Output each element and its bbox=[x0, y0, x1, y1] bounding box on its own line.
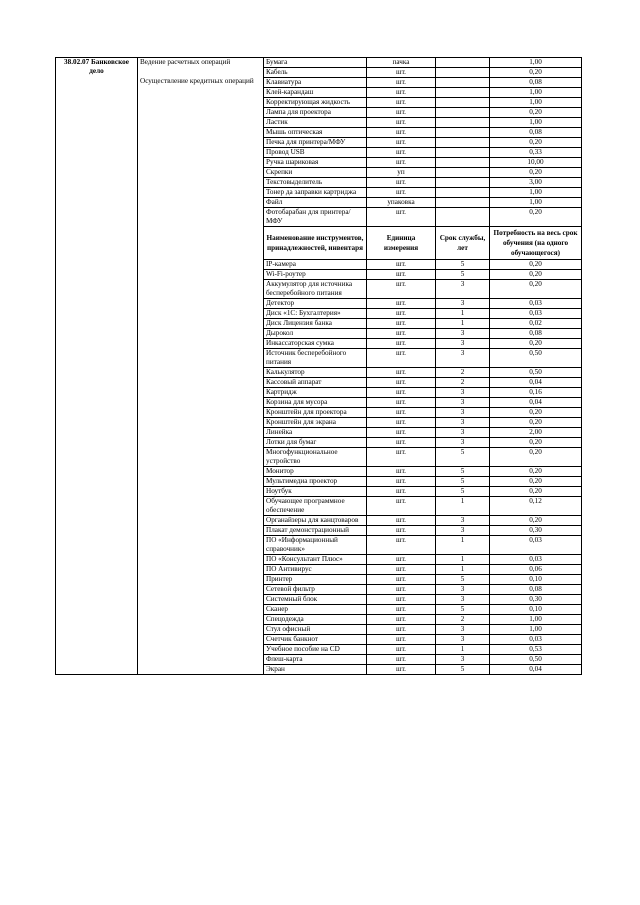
item-life: 3 bbox=[436, 299, 490, 309]
item-name: Кассовый аппарат bbox=[264, 378, 367, 388]
item-qty: 0,08 bbox=[490, 128, 582, 138]
item-name: Печка для принтера/МФУ bbox=[264, 138, 367, 148]
item-qty: 0,20 bbox=[490, 280, 582, 299]
item-name: Корзина для мусора bbox=[264, 398, 367, 408]
item-unit: шт. bbox=[367, 398, 436, 408]
item-qty: 0,30 bbox=[490, 595, 582, 605]
item-qty: 1,00 bbox=[490, 88, 582, 98]
item-name: ПО Антивирус bbox=[264, 565, 367, 575]
item-qty: 0,10 bbox=[490, 605, 582, 615]
item-qty: 0,20 bbox=[490, 168, 582, 178]
item-unit: шт. bbox=[367, 309, 436, 319]
item-unit: шт. bbox=[367, 98, 436, 108]
item-name: Провод USB bbox=[264, 148, 367, 158]
item-name: Инкассаторская сумка bbox=[264, 339, 367, 349]
item-life: 5 bbox=[436, 270, 490, 280]
item-qty: 0,03 bbox=[490, 309, 582, 319]
item-qty: 0,20 bbox=[490, 477, 582, 487]
item-life bbox=[436, 188, 490, 198]
item-unit: шт. bbox=[367, 477, 436, 487]
item-qty: 0,08 bbox=[490, 329, 582, 339]
item-life bbox=[436, 128, 490, 138]
item-qty: 0,03 bbox=[490, 555, 582, 565]
item-qty: 2,00 bbox=[490, 428, 582, 438]
item-name: Системный блок bbox=[264, 595, 367, 605]
item-qty: 0,33 bbox=[490, 148, 582, 158]
item-name: Скрепки bbox=[264, 168, 367, 178]
item-qty: 0,03 bbox=[490, 536, 582, 555]
item-name: Сканер bbox=[264, 605, 367, 615]
item-life: 3 bbox=[436, 585, 490, 595]
item-life: 3 bbox=[436, 655, 490, 665]
item-unit: шт. bbox=[367, 68, 436, 78]
requirements-table bbox=[55, 57, 582, 675]
item-life: 3 bbox=[436, 635, 490, 645]
item-qty: 1,00 bbox=[490, 615, 582, 625]
item-life: 5 bbox=[436, 467, 490, 477]
item-qty: 1,00 bbox=[490, 58, 582, 68]
activities-cell bbox=[138, 58, 264, 675]
item-life: 5 bbox=[436, 605, 490, 615]
item-unit: шт. bbox=[367, 128, 436, 138]
item-qty: 0,20 bbox=[490, 339, 582, 349]
item-life: 3 bbox=[436, 526, 490, 536]
table-row bbox=[56, 58, 582, 68]
item-unit: шт. bbox=[367, 516, 436, 526]
item-life bbox=[436, 78, 490, 88]
item-name: Ноутбук bbox=[264, 487, 367, 497]
item-name: Диск Лицензия банка bbox=[264, 319, 367, 329]
item-unit: шт. bbox=[367, 645, 436, 655]
item-name: Плакат демонстрационный bbox=[264, 526, 367, 536]
item-unit: шт. bbox=[367, 388, 436, 398]
item-unit: шт. bbox=[367, 605, 436, 615]
item-name: Спецодежда bbox=[264, 615, 367, 625]
item-unit: шт. bbox=[367, 418, 436, 428]
item-name: Мышь оптическая bbox=[264, 128, 367, 138]
item-unit: шт. bbox=[367, 188, 436, 198]
item-life bbox=[436, 168, 490, 178]
table-body bbox=[56, 58, 582, 675]
item-qty: 0,20 bbox=[490, 68, 582, 78]
item-unit: уп bbox=[367, 168, 436, 178]
item-unit: шт. bbox=[367, 555, 436, 565]
item-unit: пачка bbox=[367, 58, 436, 68]
item-unit: шт. bbox=[367, 368, 436, 378]
item-name: Источник бесперебойного питания bbox=[264, 349, 367, 368]
item-life: 5 bbox=[436, 487, 490, 497]
item-name: Сетевой фильтр bbox=[264, 585, 367, 595]
item-qty: 0,20 bbox=[490, 260, 582, 270]
item-name: Калькулятор bbox=[264, 368, 367, 378]
activity-name: Осуществление кредитных операций bbox=[140, 77, 254, 85]
item-unit: шт. bbox=[367, 118, 436, 128]
item-qty: 0,04 bbox=[490, 398, 582, 408]
item-life: 3 bbox=[436, 388, 490, 398]
item-unit: шт. bbox=[367, 575, 436, 585]
item-name: Аккумулятор для источника бесперебойного питания bbox=[264, 280, 367, 299]
item-qty: 0,02 bbox=[490, 319, 582, 329]
item-name: Диск «1С: Бухгалтерия» bbox=[264, 309, 367, 319]
item-life bbox=[436, 88, 490, 98]
item-unit: шт. bbox=[367, 565, 436, 575]
item-life: 3 bbox=[436, 516, 490, 526]
item-qty: 0,08 bbox=[490, 78, 582, 88]
item-qty: 0,20 bbox=[490, 418, 582, 428]
item-unit: шт. bbox=[367, 319, 436, 329]
item-name: Флеш-карта bbox=[264, 655, 367, 665]
item-name: Лотки для бумаг bbox=[264, 438, 367, 448]
item-life: 3 bbox=[436, 280, 490, 299]
item-name: Дырокол bbox=[264, 329, 367, 339]
item-qty: 0,16 bbox=[490, 388, 582, 398]
item-qty: 0,08 bbox=[490, 585, 582, 595]
item-life: 3 bbox=[436, 625, 490, 635]
item-unit: шт. bbox=[367, 329, 436, 339]
item-qty: 0,03 bbox=[490, 299, 582, 309]
item-unit: упаковка bbox=[367, 198, 436, 208]
item-life: 3 bbox=[436, 418, 490, 428]
activity-name: Ведение расчетных операций bbox=[140, 58, 231, 66]
item-life: 3 bbox=[436, 595, 490, 605]
item-life: 5 bbox=[436, 575, 490, 585]
item-name: Ластик bbox=[264, 118, 367, 128]
item-life: 5 bbox=[436, 665, 490, 675]
item-life: 1 bbox=[436, 309, 490, 319]
item-name: Лампа для проектора bbox=[264, 108, 367, 118]
item-life: 1 bbox=[436, 555, 490, 565]
item-unit: шт. bbox=[367, 148, 436, 158]
item-life: 3 bbox=[436, 329, 490, 339]
item-qty: 0,20 bbox=[490, 108, 582, 118]
item-qty: 0,04 bbox=[490, 665, 582, 675]
item-life: 3 bbox=[436, 438, 490, 448]
item-unit: шт. bbox=[367, 108, 436, 118]
item-qty: 0,10 bbox=[490, 575, 582, 585]
item-unit: шт. bbox=[367, 270, 436, 280]
item-life: 1 bbox=[436, 565, 490, 575]
item-qty: 0,30 bbox=[490, 526, 582, 536]
item-name: Детектор bbox=[264, 299, 367, 309]
item-life: 1 bbox=[436, 497, 490, 516]
item-unit: шт. bbox=[367, 625, 436, 635]
item-unit: шт. bbox=[367, 378, 436, 388]
item-qty: 1,00 bbox=[490, 198, 582, 208]
item-unit: шт. bbox=[367, 467, 436, 477]
header-need: Потребность на весь срок обучения (на одного обучающегося) bbox=[490, 227, 582, 260]
item-life: 3 bbox=[436, 408, 490, 418]
item-life: 1 bbox=[436, 645, 490, 655]
item-name: ПО «Информационный справочник» bbox=[264, 536, 367, 555]
item-qty: 0,50 bbox=[490, 655, 582, 665]
item-name: Принтер bbox=[264, 575, 367, 585]
item-name: Стул офисный bbox=[264, 625, 367, 635]
item-unit: шт. bbox=[367, 78, 436, 88]
item-unit: шт. bbox=[367, 595, 436, 605]
item-life bbox=[436, 208, 490, 227]
item-qty: 0,20 bbox=[490, 516, 582, 526]
item-name: Счетчик банкнот bbox=[264, 635, 367, 645]
item-qty: 0,06 bbox=[490, 565, 582, 575]
item-life: 1 bbox=[436, 536, 490, 555]
item-qty: 1,00 bbox=[490, 118, 582, 128]
item-name: Учебное пособие на CD bbox=[264, 645, 367, 655]
item-qty: 0,04 bbox=[490, 378, 582, 388]
item-qty: 0,20 bbox=[490, 208, 582, 227]
item-name: Обучающее программное обеспечение bbox=[264, 497, 367, 516]
item-qty: 10,00 bbox=[490, 158, 582, 168]
item-unit: шт. bbox=[367, 448, 436, 467]
item-name: Клей-карандаш bbox=[264, 88, 367, 98]
item-name: Мультимедиа проектор bbox=[264, 477, 367, 487]
item-life: 3 bbox=[436, 428, 490, 438]
item-name: Кабель bbox=[264, 68, 367, 78]
item-name: ПО «Консультант Плюс» bbox=[264, 555, 367, 565]
item-life bbox=[436, 158, 490, 168]
item-unit: шт. bbox=[367, 349, 436, 368]
item-life: 5 bbox=[436, 448, 490, 467]
item-unit: шт. bbox=[367, 280, 436, 299]
item-unit: шт. bbox=[367, 138, 436, 148]
item-life bbox=[436, 198, 490, 208]
item-name: Органайзеры для канцтоваров bbox=[264, 516, 367, 526]
item-qty: 0,50 bbox=[490, 368, 582, 378]
item-unit: шт. bbox=[367, 615, 436, 625]
item-unit: шт. bbox=[367, 497, 436, 516]
item-life: 2 bbox=[436, 615, 490, 625]
item-qty: 1,00 bbox=[490, 625, 582, 635]
item-unit: шт. bbox=[367, 526, 436, 536]
item-qty: 0,20 bbox=[490, 138, 582, 148]
item-name: Линейка bbox=[264, 428, 367, 438]
specialty-code: 38.02.07 Банковское bbox=[64, 58, 129, 66]
header-unit: Единица измерения bbox=[367, 227, 436, 260]
item-qty: 3,00 bbox=[490, 178, 582, 188]
item-name: IP-камера bbox=[264, 260, 367, 270]
item-name: Монитор bbox=[264, 467, 367, 477]
item-life bbox=[436, 68, 490, 78]
item-unit: шт. bbox=[367, 208, 436, 227]
item-unit: шт. bbox=[367, 438, 436, 448]
item-life bbox=[436, 98, 490, 108]
item-unit: шт. bbox=[367, 178, 436, 188]
item-name: Текстовыделитель bbox=[264, 178, 367, 188]
item-qty: 0,20 bbox=[490, 467, 582, 477]
item-name: Wi-Fi-роутер bbox=[264, 270, 367, 280]
item-qty: 0,20 bbox=[490, 270, 582, 280]
item-life: 3 bbox=[436, 339, 490, 349]
item-life bbox=[436, 138, 490, 148]
item-life: 1 bbox=[436, 319, 490, 329]
item-life bbox=[436, 178, 490, 188]
item-life: 3 bbox=[436, 398, 490, 408]
item-life: 2 bbox=[436, 368, 490, 378]
item-name: Файл bbox=[264, 198, 367, 208]
specialty-name: дело bbox=[89, 67, 104, 75]
item-name: Фотобарабан для принтера/МФУ bbox=[264, 208, 367, 227]
item-qty: 0,20 bbox=[490, 408, 582, 418]
specialty-code-cell bbox=[56, 58, 138, 675]
item-qty: 0,12 bbox=[490, 497, 582, 516]
item-life: 3 bbox=[436, 349, 490, 368]
header-name: Наименование инструментов, принадлежностей, инвентаря bbox=[264, 227, 367, 260]
item-name: Кронштейн для проектора bbox=[264, 408, 367, 418]
item-unit: шт. bbox=[367, 585, 436, 595]
item-name: Ручка шариковая bbox=[264, 158, 367, 168]
item-name: Многофункциональное устройство bbox=[264, 448, 367, 467]
item-name: Экран bbox=[264, 665, 367, 675]
item-unit: шт. bbox=[367, 260, 436, 270]
item-life bbox=[436, 148, 490, 158]
item-name: Тонер да заправки картриджа bbox=[264, 188, 367, 198]
item-life bbox=[436, 58, 490, 68]
item-qty: 1,00 bbox=[490, 98, 582, 108]
item-life bbox=[436, 118, 490, 128]
item-qty: 0,20 bbox=[490, 448, 582, 467]
item-unit: шт. bbox=[367, 158, 436, 168]
item-name: Бумага bbox=[264, 58, 367, 68]
item-life bbox=[436, 108, 490, 118]
item-unit: шт. bbox=[367, 299, 436, 309]
item-life: 2 bbox=[436, 378, 490, 388]
item-name: Кронштейн для экрана bbox=[264, 418, 367, 428]
item-name: Картридж bbox=[264, 388, 367, 398]
item-unit: шт. bbox=[367, 487, 436, 497]
item-qty: 0,53 bbox=[490, 645, 582, 655]
item-qty: 0,20 bbox=[490, 438, 582, 448]
item-unit: шт. bbox=[367, 408, 436, 418]
item-name: Корректирующая жидкость bbox=[264, 98, 367, 108]
header-life: Срок службы, лет bbox=[436, 227, 490, 260]
item-qty: 0,03 bbox=[490, 635, 582, 645]
item-qty: 0,20 bbox=[490, 487, 582, 497]
item-unit: шт. bbox=[367, 428, 436, 438]
item-unit: шт. bbox=[367, 665, 436, 675]
item-unit: шт. bbox=[367, 88, 436, 98]
item-name: Клавиатура bbox=[264, 78, 367, 88]
item-unit: шт. bbox=[367, 536, 436, 555]
item-qty: 0,50 bbox=[490, 349, 582, 368]
item-life: 5 bbox=[436, 260, 490, 270]
item-unit: шт. bbox=[367, 339, 436, 349]
item-unit: шт. bbox=[367, 655, 436, 665]
item-unit: шт. bbox=[367, 635, 436, 645]
item-life: 5 bbox=[436, 477, 490, 487]
item-qty: 1,00 bbox=[490, 188, 582, 198]
